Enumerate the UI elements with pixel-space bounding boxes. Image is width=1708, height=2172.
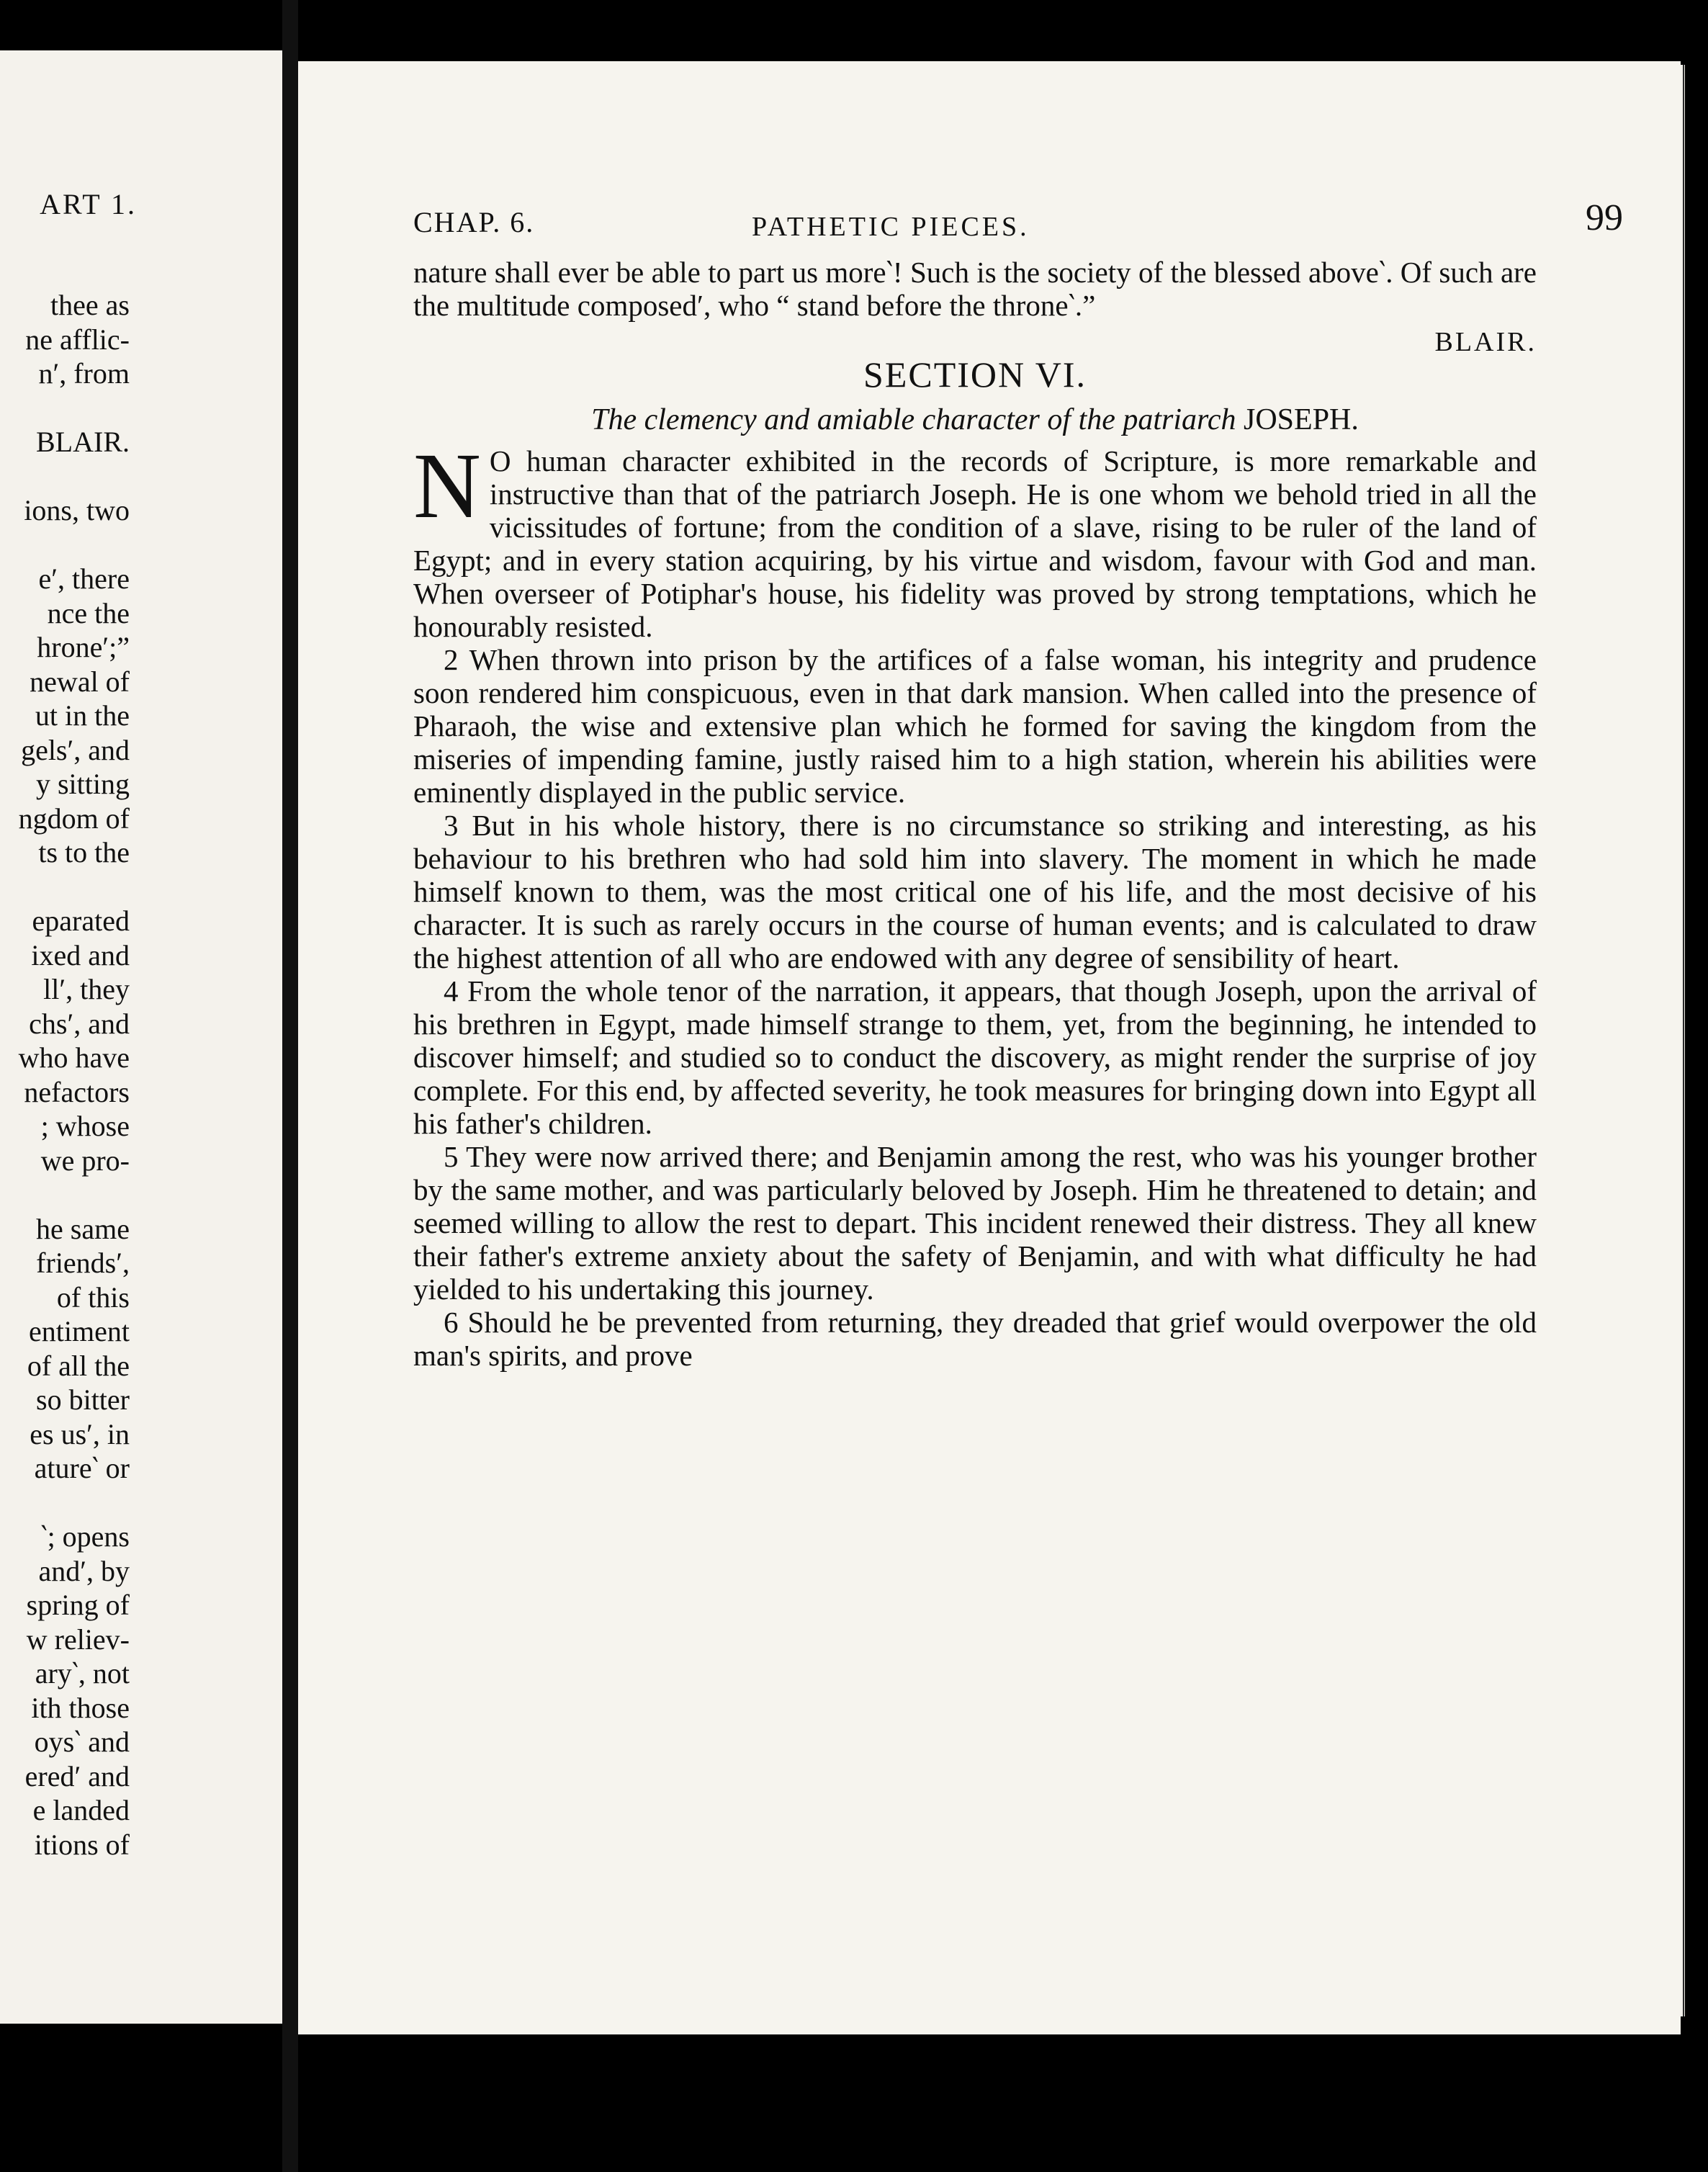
paragraph-1 bbox=[413, 434, 1537, 643]
left-page-line: itions of bbox=[34, 1828, 130, 1861]
left-page-line: e landed bbox=[32, 1794, 130, 1826]
paragraph-2: 2 When thrown into prison by the artifices of a false woman, his integrity and prudence soon rendered him conspicuous, even in that dark mansion. When called into the presence of Pharaoh, the wise and extensive plan which he formed for saving the kingdom from the miseries of impending famine, justly raised him to a high station, wherein his abilities were eminently displayed in the public service. bbox=[413, 643, 1537, 809]
chapter-title: PATHETIC PIECES. bbox=[752, 212, 1030, 242]
drop-cap: N bbox=[413, 434, 481, 538]
left-page-line: ts to the bbox=[38, 836, 130, 869]
left-page-line: gels′, and bbox=[21, 733, 130, 766]
running-head bbox=[413, 176, 1623, 256]
left-page-line: BLAIR. bbox=[36, 426, 130, 458]
left-page-line: w reliev- bbox=[26, 1623, 130, 1656]
left-page-line: ith those bbox=[31, 1691, 130, 1724]
left-page-line: ions, two bbox=[24, 494, 130, 526]
paragraph-3: 3 But in his whole history, there is no circumstance so striking and interesting, as his behaviour to his brethren who had sold him into slavery. The moment in which he made himself known to them, was the most critical one of his life, and the most decisive of his character. It is such as rarely occurs in the course of human events; and is calculated to draw the highest attention of all who are endowed with any degree of sensibility of heart. bbox=[413, 809, 1537, 974]
left-page-line: of this bbox=[56, 1280, 130, 1314]
book-gutter bbox=[282, 0, 298, 2172]
left-page-line: ered′ and bbox=[24, 1759, 130, 1792]
left-page-line: he same bbox=[36, 1212, 130, 1245]
left-page-line: eparated bbox=[32, 905, 130, 937]
left-page-line: n′, from bbox=[38, 357, 130, 390]
section-title: SECTION VI. bbox=[863, 354, 1087, 395]
paragraph-1-text: O human character exhibited in the records of Scripture, is more remarkable and instructive than that of the patriarch Joseph. He is one whom we behold tried in all the vicissitudes of fortune; from the condition of a slave, rising to be ruler of the land of Egypt; and in every station acquiring, by his virtue and wisdom, favour with God and man. When overseer of Potiphar's house, his fidelity was proved by strong temptations, which he honourably resisted. bbox=[413, 444, 1537, 643]
left-page-line: ature‵ or bbox=[34, 1452, 130, 1484]
left-page-line: hrone′;” bbox=[37, 631, 130, 663]
page-number: 99 bbox=[1586, 197, 1623, 238]
left-facing-page bbox=[0, 50, 282, 2024]
previous-section-attribution: BLAIR. bbox=[1434, 327, 1537, 357]
left-page-line: ary‵, not bbox=[35, 1657, 130, 1689]
left-page-line: entiment bbox=[29, 1315, 130, 1347]
left-page-line: es us′, in bbox=[30, 1417, 130, 1450]
left-page-line: ne afflic- bbox=[25, 323, 130, 356]
left-page-line: so bitter bbox=[36, 1383, 130, 1416]
main-page bbox=[298, 61, 1681, 2034]
left-page-line: nefactors bbox=[24, 1075, 130, 1108]
paragraph-5: 5 They were now arrived there; and Benjamin among the rest, who was his younger brother by the same mother, and was particularly beloved by Joseph. Him he threatened to detain; and seemed willing to allow the rest to depart. This incident renewed their distress. They all knew their father's extreme anxiety about the safety of Benjamin, and with what difficulty he had yielded to his undertaking this journey. bbox=[413, 1140, 1537, 1306]
left-page-line: ; whose bbox=[40, 1110, 130, 1142]
left-page-line: ngdom of bbox=[18, 802, 130, 835]
left-page-line: and′, by bbox=[38, 1554, 130, 1587]
left-page-line: ll′, they bbox=[43, 973, 130, 1005]
left-page-line: thee as bbox=[50, 289, 130, 321]
section-subtitle bbox=[413, 403, 1537, 437]
left-page-line: ut in the bbox=[35, 699, 130, 732]
section-subtitle-name: JOSEPH. bbox=[1244, 403, 1359, 436]
left-page-line: nce the bbox=[47, 596, 130, 629]
left-page-line: newal of bbox=[30, 665, 130, 698]
left-page-header: ART 1. bbox=[40, 188, 137, 220]
paragraph-6: 6 Should he be prevented from returning, they dreaded that grief would overpower the old man's spirits, and prove bbox=[413, 1306, 1537, 1372]
left-page-line: oys‵ and bbox=[34, 1726, 130, 1758]
chapter-label: CHAP. 6. bbox=[413, 206, 535, 238]
section-subtitle-text: The clemency and amiable character of the patriarch bbox=[591, 403, 1236, 436]
left-page-line: we pro- bbox=[40, 1144, 130, 1177]
left-page-line: e′, there bbox=[38, 562, 130, 595]
left-page-line: chs′, and bbox=[29, 1007, 130, 1040]
paragraph-4: 4 From the whole tenor of the narration, it appears, that though Joseph, upon the arrival of his brethren in Egypt, made himself strange to them, yet, from the beginning, he intended to discover himself; and studied so to conduct the discovery, as might render the surprise of joy complete. For this end, by affected severity, he took measures for bringing down into Egypt all his father's children. bbox=[413, 974, 1537, 1140]
left-page-line: ixed and bbox=[31, 938, 130, 971]
left-page-line: friends′, bbox=[36, 1247, 130, 1279]
left-page-line: ‵; opens bbox=[40, 1520, 130, 1553]
left-page-line: of all the bbox=[27, 1349, 130, 1382]
left-page-line: who have bbox=[18, 1041, 130, 1074]
main-text-block bbox=[413, 176, 1623, 1372]
opening-paragraph: nature shall ever be able to part us more‵! Such is the society of the blessed above‵. Of such are the multitude composed′, who “ stand before the throne‵.” bbox=[413, 256, 1537, 322]
left-page-line: spring of bbox=[26, 1589, 130, 1621]
left-page-line: y sitting bbox=[35, 768, 130, 800]
